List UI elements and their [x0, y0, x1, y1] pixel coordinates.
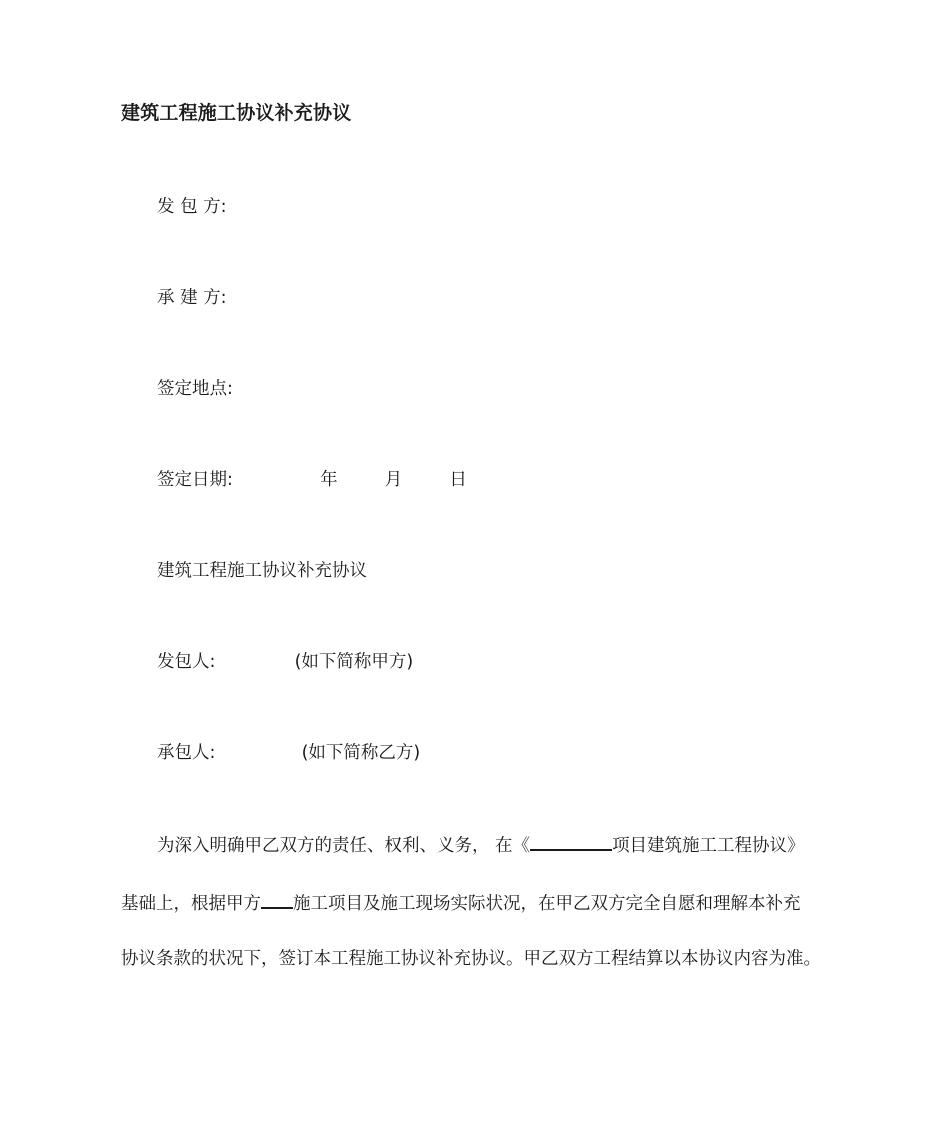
party-a-line	[157, 650, 413, 674]
party-a-note: (如下简称甲方)	[294, 652, 414, 672]
party-a-label: 发包人:	[157, 652, 216, 672]
body-line-2-end: 施工项目及施工现场实际状况，在甲乙双方完全自愿和理解本补充	[293, 894, 801, 914]
party-b-line	[157, 741, 420, 765]
body-line-3: 协议条款的状况下，签订本工程施工协议补充协议。甲乙双方工程结算以本协议内容为准。	[121, 949, 821, 969]
body-line-1-end: 项目建筑施工工程协议》	[612, 836, 805, 856]
sign-place-label: 签定地点:	[157, 379, 233, 399]
project-name-blank	[530, 831, 612, 851]
sign-date-day: 日	[449, 470, 467, 490]
sign-date-field	[157, 468, 467, 492]
sign-date-label: 签定日期:	[157, 470, 233, 490]
party-a-name-blank	[261, 889, 293, 909]
employer-field	[157, 195, 227, 219]
sign-date-year: 年	[320, 470, 338, 490]
subtitle: 建筑工程施工协议补充协议	[157, 561, 367, 581]
body-line-2-start: 基础上，根据甲方	[121, 894, 261, 914]
sign-place-field	[157, 377, 233, 401]
body-line-2	[121, 889, 801, 916]
party-b-note: (如下简称乙方)	[301, 743, 421, 763]
document-title: 建筑工程施工协议补充协议	[121, 102, 352, 124]
contractor-label: 承 建 方:	[157, 288, 227, 308]
contractor-field	[157, 286, 227, 310]
employer-label: 发 包 方:	[157, 197, 227, 217]
body-line-1	[157, 831, 805, 858]
sign-date-month: 月	[384, 470, 403, 490]
party-b-label: 承包人:	[157, 743, 216, 763]
body-line-1-start: 为深入明确甲乙双方的责任、权利、义务， 在《	[157, 836, 531, 856]
